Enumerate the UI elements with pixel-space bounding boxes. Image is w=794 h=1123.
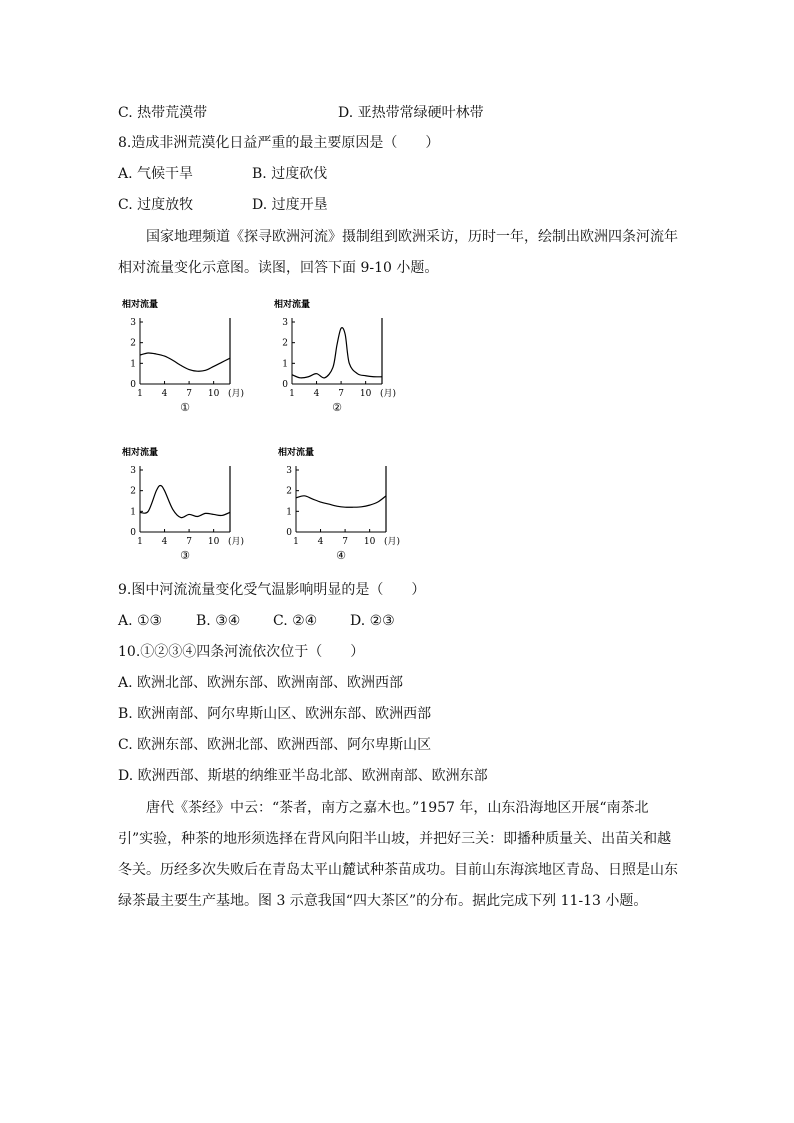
x-tick-label: 10 <box>359 389 372 399</box>
chart-caption: ④ <box>336 549 346 562</box>
y-tick-label: 1 <box>286 507 292 518</box>
flow-line <box>140 486 230 518</box>
y-tick-label: 2 <box>286 486 292 497</box>
flow-line <box>296 496 386 507</box>
intro-paragraph-9-10: 国家地理频道《探寻欧洲河流》摄制组到欧洲采访，历时一年，绘制出欧洲四条河流年相对流量变化示意图。读图，回答下面 9-10 小题。 <box>118 229 678 276</box>
x-tick-label: 10 <box>363 537 376 547</box>
question-8-stem: 8.造成非洲荒漠化日益严重的最主要原因是（ ） <box>118 135 440 151</box>
flow-line <box>140 353 230 371</box>
x-tick-label: 4 <box>313 389 320 399</box>
chart-river-2 <box>264 292 399 422</box>
question-10-stem: 10.①②③④四条河流依次位于（ ） <box>118 644 365 660</box>
q9-option-c: C. ②④ <box>273 613 318 629</box>
q8-option-a: A. 气候干旱 <box>118 166 194 182</box>
y-tick-label: 2 <box>282 338 288 349</box>
x-tick-label: 7 <box>342 537 348 547</box>
x-tick-label: 4 <box>317 537 324 547</box>
y-tick-label: 1 <box>130 507 136 518</box>
x-tick-label: 1 <box>137 537 143 547</box>
y-tick-label: 3 <box>286 466 292 476</box>
y-tick-label: 3 <box>130 466 136 476</box>
x-tick-label: 7 <box>186 389 192 399</box>
chart-caption: ① <box>180 401 190 414</box>
y-tick-label: 0 <box>130 380 136 390</box>
q9-option-b: B. ③④ <box>196 613 241 629</box>
q8-option-c: C. 过度放牧 <box>118 197 194 213</box>
y-axis-label: 相对流量 <box>278 448 315 458</box>
q9-option-d: D. ②③ <box>350 613 395 629</box>
option-d: D. 亚热带常绿硬叶林带 <box>338 105 484 121</box>
x-axis-unit: (月) <box>228 537 245 547</box>
x-tick-label: 4 <box>161 537 168 547</box>
y-tick-label: 3 <box>130 318 136 328</box>
y-tick-label: 2 <box>130 338 136 349</box>
y-tick-label: 0 <box>286 528 292 538</box>
y-tick-label: 1 <box>282 359 288 370</box>
y-tick-label: 0 <box>130 528 136 538</box>
q9-option-a: A. ①③ <box>118 613 163 629</box>
y-axis-label: 相对流量 <box>274 300 311 310</box>
y-tick-label: 2 <box>130 486 136 497</box>
chart-caption: ② <box>332 401 342 414</box>
q10-option-c: C. 欧洲东部、欧洲北部、欧洲西部、阿尔卑斯山区 <box>118 737 432 753</box>
x-axis-unit: (月) <box>380 389 397 399</box>
x-tick-label: 1 <box>137 389 143 399</box>
y-axis-label: 相对流量 <box>122 448 159 458</box>
x-tick-label: 7 <box>338 389 344 399</box>
x-tick-label: 7 <box>186 537 192 547</box>
q10-option-b: B. 欧洲南部、阿尔卑斯山区、欧洲东部、欧洲西部 <box>118 706 432 722</box>
intro-paragraph-11-13: 唐代《茶经》中云：“茶者，南方之嘉木也。”1957 年，山东沿海地区开展“南茶北引”实验，种茶的地形须选择在背风向阳半山坡，并把好三关：即播种质量关、出苗关和越冬关。历经多次失败后在青岛太平山麓试种茶苗成功。目前山东海滨地区青岛、日照是山东绿茶最主要生产基地。图 3 示意我国“四大茶区”的分布。据此完成下列 11-13 小题。 <box>118 800 678 909</box>
chart-river-3 <box>112 440 247 570</box>
x-tick-label: 1 <box>293 537 299 547</box>
q8-option-d: D. 过度开垦 <box>252 197 328 213</box>
flow-line <box>292 328 382 378</box>
y-tick-label: 1 <box>130 359 136 370</box>
question-9-stem: 9.图中河流流量变化受气温影响明显的是（ ） <box>118 582 426 598</box>
x-axis-unit: (月) <box>228 389 245 399</box>
x-tick-label: 1 <box>289 389 295 399</box>
q8-option-b: B. 过度砍伐 <box>252 166 328 182</box>
x-tick-label: 10 <box>207 389 220 399</box>
y-axis-label: 相对流量 <box>122 300 159 310</box>
q10-option-a: A. 欧洲北部、欧洲东部、欧洲南部、欧洲西部 <box>118 675 404 691</box>
x-axis-unit: (月) <box>384 537 401 547</box>
x-tick-label: 10 <box>207 537 220 547</box>
x-tick-label: 4 <box>161 389 168 399</box>
y-tick-label: 3 <box>282 318 288 328</box>
chart-river-1 <box>112 292 247 422</box>
q10-option-d: D. 欧洲西部、斯堪的纳维亚半岛北部、欧洲南部、欧洲东部 <box>118 768 488 784</box>
option-c: C. 热带荒漠带 <box>118 105 208 121</box>
chart-river-4 <box>268 440 403 570</box>
chart-caption: ③ <box>180 549 190 562</box>
y-tick-label: 0 <box>282 380 288 390</box>
